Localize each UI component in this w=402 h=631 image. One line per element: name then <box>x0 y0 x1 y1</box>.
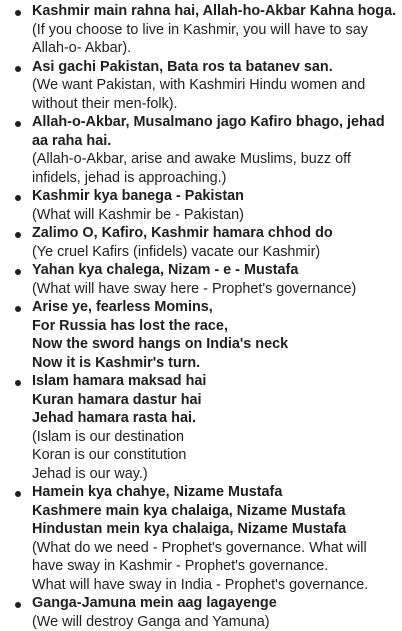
slogan-translation-line: (Allah-o-Akbar, arise and awake Muslims, buzz off <box>32 150 396 169</box>
bullet-icon <box>15 306 21 312</box>
bullet-icon <box>15 121 21 127</box>
bullet-icon <box>15 10 21 16</box>
list-item <box>12 483 396 594</box>
slogan-original-line: Hamein kya chahye, Nizame Mustafa <box>32 483 396 502</box>
slogan-original-line: Kuran hamara dastur hai <box>32 391 396 410</box>
bullet-icon <box>15 380 21 386</box>
slogan-translation-line: Koran is our constitution <box>32 446 396 465</box>
slogan-translation-line: Jehad is our way.) <box>32 465 396 484</box>
slogan-original-line: Kashmere main kya chalaiga, Nizame Mustafa <box>32 502 396 521</box>
slogan-original-line: For Russia has lost the race, <box>32 317 396 336</box>
slogan-translation-line: Allah-o- Akbar). <box>32 39 396 58</box>
list-item <box>12 372 396 483</box>
list-item <box>12 2 396 58</box>
slogan-translation-line: (If you choose to live in Kashmir, you will have to say <box>32 21 396 40</box>
slogan-translation-line: (Ye cruel Kafirs (infidels) vacate our Kashmir) <box>32 243 396 262</box>
list-item <box>12 113 396 187</box>
bullet-icon <box>15 232 21 238</box>
slogan-original-line: Jehad hamara rasta hai. <box>32 409 396 428</box>
bullet-icon <box>15 602 21 608</box>
slogan-translation-line: have sway in Kashmir - Prophet's governance. <box>32 557 396 576</box>
slogan-original-line: Islam hamara maksad hai <box>32 372 396 391</box>
bullet-icon <box>15 66 21 72</box>
slogan-original-line: Asi gachi Pakistan, Bata ros ta batanev san. <box>32 58 396 77</box>
slogan-translation-line: (We want Pakistan, with Kashmiri Hindu women and <box>32 76 396 95</box>
slogan-translation-line: (Islam is our destination <box>32 428 396 447</box>
slogan-original-line: Yahan kya chalega, Nizam - e - Mustafa <box>32 261 396 280</box>
list-item <box>12 594 396 631</box>
slogan-original-line: Hindustan mein kya chalaiga, Nizame Mustafa <box>32 520 396 539</box>
slogan-list <box>12 2 396 631</box>
slogan-translation-line: (We will destroy Ganga and Yamuna) <box>32 613 396 631</box>
slogan-translation-line: without their men-folk). <box>32 95 396 114</box>
slogan-original-line: Now it is Kashmir's turn. <box>32 354 396 373</box>
slogan-original-line: Kashmir kya banega - Pakistan <box>32 187 396 206</box>
slogan-original-line: Zalimo O, Kafiro, Kashmir hamara chhod do <box>32 224 396 243</box>
slogan-original-line: Ganga-Jamuna mein aag lagayenge <box>32 594 396 613</box>
slogan-translation-line: What will have sway in India - Prophet's governance. <box>32 576 396 595</box>
bullet-icon <box>15 269 21 275</box>
slogan-original-line: Allah-o-Akbar, Musalmano jago Kafiro bhago, jehad <box>32 113 396 132</box>
slogan-translation-line: (What will have sway here - Prophet's governance) <box>32 280 396 299</box>
slogan-original-line: aa raha hai. <box>32 132 396 151</box>
list-item <box>12 224 396 261</box>
slogan-original-line: Kashmir main rahna hai, Allah-ho-Akbar Kahna hoga. <box>32 2 396 21</box>
slogan-translation-line: (What will Kashmir be - Pakistan) <box>32 206 396 225</box>
slogan-original-line: Now the sword hangs on India's neck <box>32 335 396 354</box>
list-item <box>12 187 396 224</box>
list-item <box>12 58 396 114</box>
list-item <box>12 298 396 372</box>
bullet-icon <box>15 195 21 201</box>
slogan-translation-line: (What do we need - Prophet's governance. What will <box>32 539 396 558</box>
bullet-icon <box>15 491 21 497</box>
list-item <box>12 261 396 298</box>
slogan-translation-line: infidels, jehad is approaching.) <box>32 169 396 188</box>
slogan-original-line: Arise ye, fearless Momins, <box>32 298 396 317</box>
